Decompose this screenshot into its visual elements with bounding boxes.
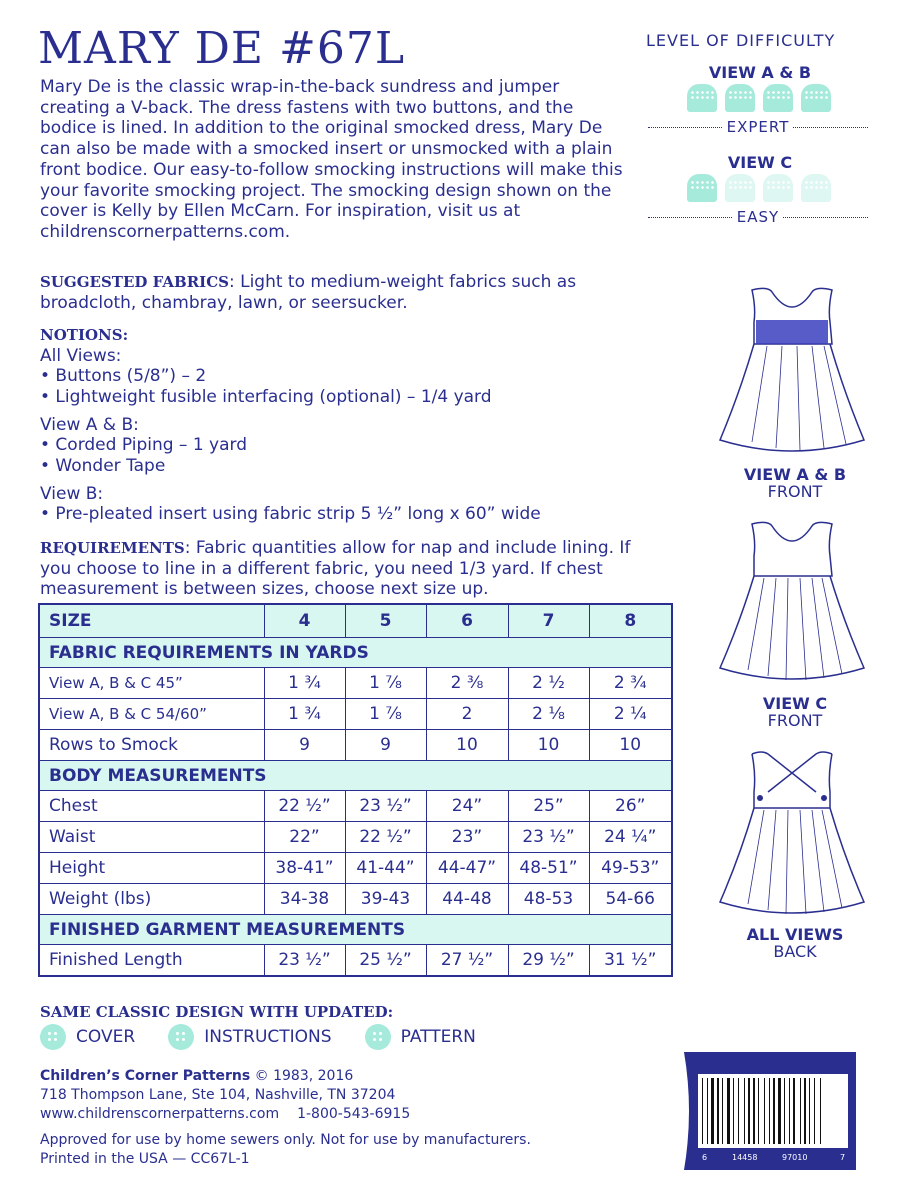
thimble-icon: [725, 84, 755, 112]
page-title: MARY DE #67L: [38, 23, 406, 74]
barcode-bar: [758, 1078, 759, 1144]
barcode-bar: [733, 1078, 734, 1144]
update-item-cover: COVER: [40, 1024, 135, 1050]
notions-item: • Corded Piping – 1 yard: [40, 435, 248, 456]
table-cell: 22 ½”: [264, 791, 345, 822]
table-cell: 23 ½”: [508, 822, 589, 853]
company-website[interactable]: www.childrenscornerpatterns.com: [40, 1106, 280, 1122]
barcode-bar: [711, 1078, 714, 1144]
table-cell: 26”: [589, 791, 672, 822]
copyright: © 1983, 2016: [250, 1068, 354, 1084]
barcode-bar: [778, 1078, 781, 1144]
notions-item: • Pre-pleated insert using fabric strip 5 ½” long x 60” wide: [40, 504, 541, 525]
barcode-bar: [717, 1078, 719, 1144]
table-cell: 23 ½”: [264, 945, 345, 977]
table-row: [39, 730, 672, 761]
intro-paragraph: Mary De is the classic wrap-in-the-back sundress and jumper creating a V-back. The dress fastens with two buttons, and the bodice is lined. In addition to the original smocked dress, Mary De can also be made with a smocked insert or unsmocked with a plain front bodice. Our easy-to-follow smocking instructions will make this your favorite smocking project. The smocking design shown on the cover is Kelly by Ellen McCarn. For inspiration, visit us at childrenscornerpatterns.com.: [40, 77, 623, 242]
size-6: 6: [426, 604, 508, 638]
company-info: [40, 1067, 410, 1124]
difficulty-scale-easy: EASY: [648, 208, 868, 226]
notions-item: • Buttons (5/8”) – 2: [40, 366, 207, 387]
row-label: Height: [39, 853, 264, 884]
table-row: [39, 945, 672, 977]
row-label: View A, B & C 45”: [39, 668, 264, 699]
table-cell: 9: [345, 730, 426, 761]
table-cell: 48-53: [508, 884, 589, 915]
table-cell: 24”: [426, 791, 508, 822]
caption-view-ab: VIEW A & B FRONT: [743, 465, 847, 501]
barcode-bar: [748, 1078, 750, 1144]
barcode-bar: [764, 1078, 765, 1144]
notions-item: • Lightweight fusible interfacing (optional) – 1/4 yard: [40, 386, 492, 407]
barcode-bar: [727, 1078, 730, 1144]
barcode-bar: [804, 1078, 806, 1144]
suggested-fabrics: [40, 272, 640, 313]
barcode-bar: [744, 1078, 745, 1144]
table-cell: 25”: [508, 791, 589, 822]
legal-line: Approved for use by home sewers only. Not for use by manufacturers.: [40, 1132, 531, 1148]
table-cell: 48-51”: [508, 853, 589, 884]
button-icon: [168, 1024, 194, 1050]
legal-line: Printed in the USA — CC67L-1: [40, 1151, 250, 1167]
table-row: [39, 853, 672, 884]
row-label: Waist: [39, 822, 264, 853]
table-cell: 23”: [426, 822, 508, 853]
table-cell: 38-41”: [264, 853, 345, 884]
legal-notice: [40, 1131, 531, 1169]
barcode-bar: [809, 1078, 810, 1144]
table-cell: 27 ½”: [426, 945, 508, 977]
thimble-icon: [687, 84, 717, 112]
row-label: Chest: [39, 791, 264, 822]
table-row: [39, 668, 672, 699]
table-cell: 41-44”: [345, 853, 426, 884]
table-cell: 1 ⅞: [345, 668, 426, 699]
barcode-bar: [784, 1078, 785, 1144]
difficulty-view-ab-rating: [687, 84, 831, 112]
suggested-fabrics-text: : Light to medium-weight fabrics such as broadcloth, chambray, lawn, or seersucker.: [40, 272, 577, 313]
company-phone: 1-800-543-6915: [297, 1106, 411, 1122]
table-cell: 2 ½: [508, 668, 589, 699]
table-cell: 34-38: [264, 884, 345, 915]
table-cell: 10: [426, 730, 508, 761]
company-address: 718 Thompson Lane, Ste 104, Nashville, TN 37204: [40, 1087, 396, 1103]
difficulty-view-c-rating: [687, 174, 831, 202]
table-cell: 1 ⅞: [345, 699, 426, 730]
barcode-bar: [800, 1078, 801, 1144]
barcode-bar: [769, 1078, 770, 1144]
notions-section: [40, 325, 640, 525]
size-4: 4: [264, 604, 345, 638]
table-cell: 2 ⅛: [508, 699, 589, 730]
table-cell: 39-43: [345, 884, 426, 915]
barcode-digit: 14458: [732, 1153, 758, 1162]
table-cell: 2 ¼: [589, 699, 672, 730]
notions-ab-label: View A & B:: [40, 414, 139, 435]
table-cell: 25 ½”: [345, 945, 426, 977]
suggested-fabrics-heading: SUGGESTED FABRICS: [40, 273, 229, 291]
table-cell: 49-53”: [589, 853, 672, 884]
difficulty-view-c-label: VIEW C: [727, 153, 793, 172]
table-row: [39, 791, 672, 822]
table-cell: 10: [589, 730, 672, 761]
table-cell: 54-66: [589, 884, 672, 915]
row-label: Finished Length: [39, 945, 264, 977]
difficulty-title: LEVEL OF DIFFICULTY: [646, 31, 836, 50]
difficulty-scale-expert: EXPERT: [648, 118, 868, 136]
barcode-bar: [753, 1078, 755, 1144]
table-cell: 1 ¾: [264, 668, 345, 699]
size-5: 5: [345, 604, 426, 638]
table-cell: 44-48: [426, 884, 508, 915]
dress-front-smocked-illustration: [712, 282, 872, 462]
barcode-bar: [820, 1078, 821, 1144]
button-icon: [40, 1024, 66, 1050]
requirements: [40, 538, 640, 600]
thimble-icon: [763, 84, 793, 112]
table-cell: 22”: [264, 822, 345, 853]
size-7: 7: [508, 604, 589, 638]
barcode-bar: [738, 1078, 739, 1144]
finished-measurements-heading: FINISHED GARMENT MEASUREMENTS: [39, 915, 672, 945]
notions-all-label: All Views:: [40, 345, 122, 366]
notions-item: • Wonder Tape: [40, 456, 166, 477]
barcode-digit: 97010: [782, 1153, 808, 1162]
update-item-pattern: PATTERN: [365, 1024, 476, 1050]
table-cell: 9: [264, 730, 345, 761]
table-cell: 2 ¾: [589, 668, 672, 699]
thimble-icon: [801, 84, 831, 112]
table-cell: 29 ½”: [508, 945, 589, 977]
requirements-text: : Fabric quantities allow for nap and include lining. If you choose to line in a different fabric, you need 1/3 yard. If chest measurement is between sizes, choose next size up.: [40, 538, 631, 599]
size-label: SIZE: [39, 604, 264, 638]
same-classic-title: SAME CLASSIC DESIGN WITH UPDATED:: [40, 1003, 394, 1021]
size-chart-table: [38, 603, 673, 977]
caption-view-c: VIEW C FRONT: [762, 694, 828, 730]
thimble-icon: [725, 174, 755, 202]
table-cell: 2: [426, 699, 508, 730]
company-name: Children’s Corner Patterns: [40, 1068, 251, 1084]
row-label: Weight (lbs): [39, 884, 264, 915]
table-row: [39, 822, 672, 853]
barcode-digit: 6: [702, 1153, 708, 1162]
barcode-bar: [793, 1078, 795, 1144]
thimble-icon: [801, 174, 831, 202]
difficulty-view-ab-label: VIEW A & B: [708, 63, 812, 82]
dress-back-illustration: [712, 748, 872, 924]
caption-all-views: ALL VIEWS BACK: [746, 925, 844, 961]
body-measurements-heading: BODY MEASUREMENTS: [39, 761, 672, 791]
notions-heading: NOTIONS:: [40, 326, 129, 344]
table-cell: 22 ½”: [345, 822, 426, 853]
table-cell: 31 ½”: [589, 945, 672, 977]
table-cell: 23 ½”: [345, 791, 426, 822]
row-label: View A, B & C 54/60”: [39, 699, 264, 730]
button-icon: [365, 1024, 391, 1050]
size-header-row: [39, 604, 672, 638]
barcode-bar: [789, 1078, 790, 1144]
barcode-bar: [707, 1078, 708, 1144]
size-8: 8: [589, 604, 672, 638]
fabric-requirements-heading: FABRIC REQUIREMENTS IN YARDS: [39, 638, 672, 668]
dress-front-plain-illustration: [712, 518, 872, 690]
barcode-bar: [814, 1078, 815, 1144]
table-row: [39, 884, 672, 915]
notions-b-label: View B:: [40, 483, 104, 504]
requirements-heading: REQUIREMENTS: [40, 539, 185, 557]
barcode-bar: [702, 1078, 703, 1144]
barcode-digit: 7: [840, 1153, 846, 1162]
thimble-icon: [687, 174, 717, 202]
table-cell: 2 ⅜: [426, 668, 508, 699]
thimble-icon: [763, 174, 793, 202]
barcode-bar: [722, 1078, 723, 1144]
table-cell: 24 ¼”: [589, 822, 672, 853]
barcode-bar: [773, 1078, 775, 1144]
table-cell: 44-47”: [426, 853, 508, 884]
table-cell: 10: [508, 730, 589, 761]
barcode: [680, 1052, 860, 1170]
table-row: [39, 699, 672, 730]
table-cell: 1 ¾: [264, 699, 345, 730]
same-classic-list: [40, 1024, 504, 1054]
row-label: Rows to Smock: [39, 730, 264, 761]
update-item-instructions: INSTRUCTIONS: [168, 1024, 331, 1050]
